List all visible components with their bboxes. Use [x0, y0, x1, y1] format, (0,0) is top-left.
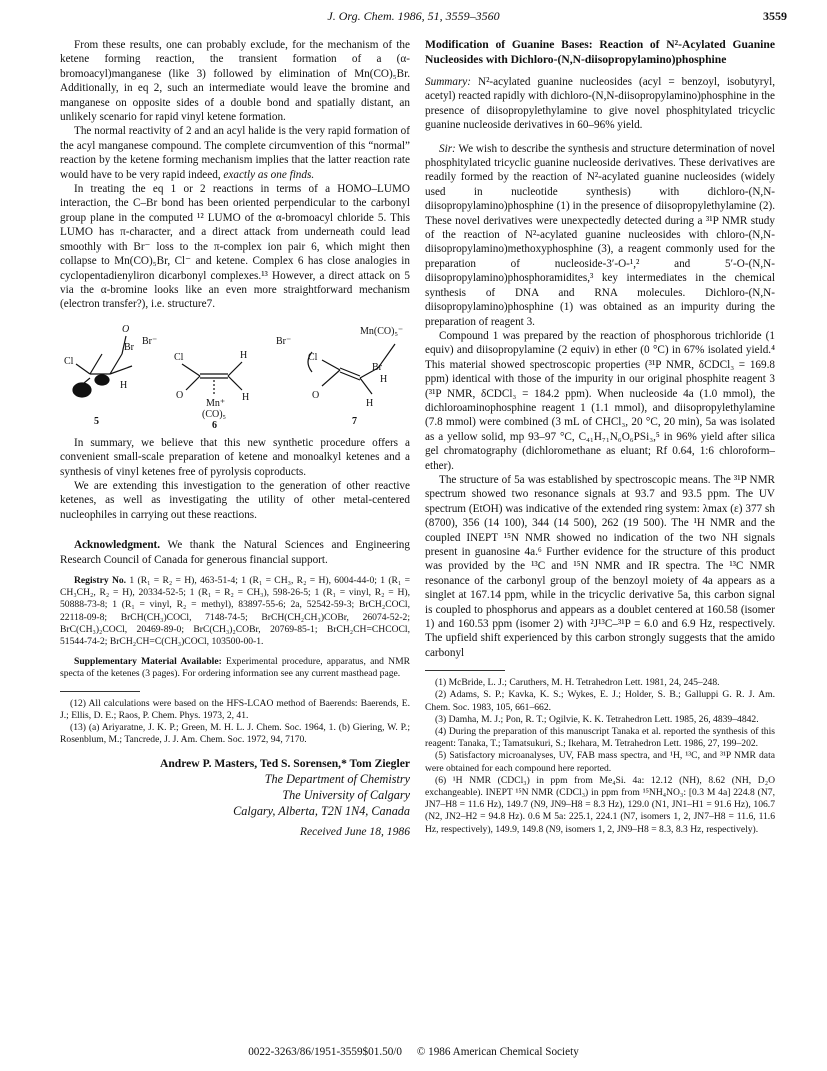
paragraph: In summary, we believe that this new synthetic procedure offers a convenient small-scale preparation of ketene and monoalkyl ketenes and a synthesis of vinyl ketenes free of pyrolysis coproducts. — [60, 436, 410, 478]
paragraph-text: We wish to describe the synthesis and structure determination of novel phosphitylated tricyclic guanine nucleoside derivatives. These derivatives are readily formed by the reaction of N²-acylated guanine nucleosides (widely used in nucleotide synthesis) with dichloro-(N,N-diisopropylamino)phosphine (1) in the presence of diisopropylethylamine (2). These novel derivatives were unexpectedly detected during a ³¹P NMR study of the reaction of N²-acylated guanine nucleosides with chloro-(N,N-diisopropylamino)methoxyphosphine (3), a reagent commonly used for the preparation of nucleoside-3′-O-¹,² and 5′-O-(N,N-diisopropylamino)phosphoramidites,³ key intermediates in the chemical synthesis of DNA and RNA molecules. Dichloro-(N,N-diisopropylamino)phosphine (1) was obtained as an impurity during the preparation of reagent 3. — [425, 142, 775, 328]
label-o: O — [176, 389, 184, 401]
article-title: Modification of Guanine Bases: Reaction of N²-Acylated Guanine Nucleosides with Dichloro-(N,N-diisopropylamino)phosphine — [425, 38, 775, 66]
compound-label-5: 5 — [94, 415, 99, 427]
ack-label: Acknowledgment. — [74, 539, 161, 552]
footnote-rule — [425, 670, 505, 671]
label-mnco5: Mn(CO)₅⁻ — [360, 325, 404, 337]
label-h: H — [240, 349, 248, 361]
supplementary-material — [60, 656, 410, 680]
registry-label: Registry No. — [74, 574, 127, 586]
label-h: H — [120, 379, 128, 391]
left-column — [60, 38, 410, 840]
label-br: Br — [372, 361, 382, 373]
running-header — [0, 9, 827, 25]
affiliation-line: Calgary, Alberta, T2N 1N4, Canada — [233, 804, 410, 819]
chemical-structures — [60, 314, 410, 432]
ack-text: We thank the Natural Sciences and Engineering Research Council of Canada for generous financial support. — [60, 539, 410, 566]
footnote: (4) During the preparation of this manuscript Tanaka et al. reported the synthesis of this reagent: Tanaka, T.; Tamatsukuri, S.; Ikehara, M. Tetrahedron Lett. 1986, 27, 199–202. — [425, 726, 775, 750]
footnotes-left — [60, 698, 410, 747]
footnote-rule — [60, 691, 140, 692]
paragraph: The structure of 5a was established by spectroscopic means. The ³¹P NMR spectrum showed two resonance signals at 93.7 and 93.5 ppm. The UV spectrum (EtOH) was indicative of the extended ring system: λmax (ε) 377 sh (8700), 356 (14 100), 344 (14 500), 262 (19 500). The ¹H NMR and the coupled INEPT ¹⁵N NMR showed no indication of the two NH signals present in guanosine 4a.⁶ Further evidence for the structure of this product was provided by the ¹³C and ¹⁵N NMR and IR spectra. The ¹³C NMR resonance of the carbonyl group of the benzoyl moiety of 4a appears as a singlet at 167.14 ppm, while in the tricyclic derivative 5a, this carbon signal is coupled to phosphorus and appears as a doublet centered at 160.58 (isomer 1) and 160.53 ppm (isomer 2) with ²J¹³C–³¹P = 6.0 and 6.9 Hz, respectively. The upfield shift experienced by this carbon strongly suggests that the amido carbonyl — [425, 473, 775, 659]
paragraph: We are extending this investigation to the generation of other reactive ketenes, as well as investigating the utility of other metal-centered nucleophiles in carrying out these reactions. — [60, 479, 410, 521]
label-br: Br — [124, 341, 134, 353]
footnotes-right — [425, 677, 775, 836]
footnote: (1) McBride, L. J.; Caruthers, M. H. Tetrahedron Lett. 1981, 24, 245–248. — [435, 677, 720, 689]
paragraph — [425, 142, 775, 329]
label-h: H — [242, 391, 250, 403]
sir-label: Sir: — [439, 142, 456, 155]
journal-citation: J. Org. Chem. 1986, 51, 3559–3560 — [327, 9, 500, 23]
footnote: (3) Damha, M. J.; Pon, R. T.; Ogilvie, K. K. Tetrahedron Lett. 1985, 26, 4839–4842. — [435, 713, 759, 725]
affiliation-line: The Department of Chemistry — [264, 772, 410, 787]
footnote: (5) Satisfactory microanalyses, UV, FAB mass spectra, and ¹H, ¹³C, and ³¹P NMR data were obtained for each compound here reported. — [425, 750, 775, 774]
label-h: H — [380, 373, 388, 385]
supp-label: Supplementary Material Available: — [74, 656, 222, 668]
registry-numbers — [60, 575, 410, 648]
label-mn: Mn⁺ — [206, 397, 226, 409]
summary-label: Summary: — [425, 76, 471, 88]
structures-figure — [60, 314, 410, 432]
authors: Andrew P. Masters, Ted S. Sorensen,* Tom Ziegler — [159, 757, 410, 771]
label-o: O — [312, 389, 320, 401]
paragraph-text: The normal reactivity of 2 and an acyl halide is the very rapid formation of the acyl manganese compound. The complete circumvention of this “normal” reaction by the ketene forming mechanism implies that the latter reaction rate would have to be very rapid indeed, — [60, 125, 410, 181]
label-o: O — [122, 323, 130, 335]
paragraph — [60, 124, 410, 182]
footnote: (12) All calculations were based on the HFS-LCAO method of Baerends: Baerends, E. J.; Ellis, D. E.; Raos, P. Chem. Phys. 1973, 2, 41. — [60, 697, 410, 721]
label-co5: (CO)₅ — [202, 408, 227, 420]
affiliation-line: The University of Calgary — [282, 788, 410, 803]
label-cl: Cl — [174, 351, 184, 363]
supp-text: Experimental procedure, apparatus, and NMR specta of the ketenes (3 pages). For ordering information see any current masthead page. — [60, 656, 410, 680]
received-date: Received June 18, 1986 — [299, 825, 410, 839]
page-footer — [0, 1046, 827, 1058]
registry-text: 1 (R₁ = R₂ = H), 463-51-4; 1 (R₁ = CH₃, R₂ = H), 6004-44-0; 1 (R₁ = CH₃CH₂, R₂ = H), 20334-52-5; 1 (R₁ = R₂ = CH₃), 598-26-5; 1 (R₁ = vinyl, R₂ = H), 50888-73-8; 1 (R₁ = vinyl, R₂ = methyl), 83897-55-6; 2a, 52542-59-3; BrCH₂COCl, 22118-09-8; BrCH(CH₃)COCl, 7148-74-5; BrCH(CH₂CH₃)COBr, 26074-52-2; BrC(CH₃)₂COCl, 20469-89-0; BrC(CH₃)₂COBr, 20769-85-1; BrCH₂CH=CHCOCl, 51544-74-2; BrCH₂CH=C(CH₃)COCl, 103500-00-1. — [60, 574, 410, 647]
summary-text: N²-acylated guanine nucleosides (acyl = benzoyl, isobutyryl, acetyl) reacted rapidly with dichloro-(N,N-diisopropylamino)phosphine in the presence of diisopropylethylamine to give novel phosphitylated tricyclic guanine nucleoside derivatives in 60–96% yield. — [425, 76, 775, 132]
label-br-ion: Br⁻ — [276, 335, 292, 347]
page-number: 3559 — [763, 9, 787, 23]
compound-label-7: 7 — [352, 415, 357, 427]
label-h: H — [366, 397, 374, 409]
summary — [425, 75, 775, 133]
footnote: (6) ¹H NMR (CDCl₃) in ppm from Me₄Si. 4a: 12.12 (NH), 8.62 (NH, D₂O exchangeable). INEPT ¹⁵N NMR (CDCl₃) in ppm from ¹⁵NH₄NO₃: [0.3 M 4a] 224.8 (N7, JN7–H8 = 11.6 Hz), 149.7 (N9, JN9–H8 = 8.3 Hz), 129.0 (N1, JN1–H1 = 91.6 Hz), 106.7 (N2, JN2–H2 = 94.8 Hz). 0.6 M 5a: 225.1, 224.1 (N7, isomers 1, 2, JN7–H8 = 11.6, 11.6 Hz, respectively), 149.9, 149.8 (N9, isomers 1, 2, JN9–H8 = 8.3, 8.3 Hz, respectively). — [425, 774, 775, 835]
label-cl: Cl — [64, 355, 74, 367]
copyright: © 1986 American Chemical Society — [416, 1046, 579, 1058]
footnote: (13) (a) Ariyaratne, J. K. P.; Green, M. H. L. J. Chem. Soc. 1964, 1. (b) Giering, W. P.; Rosenblum, M.; Tancrede, J. J. Am. Chem. Soc. 1972, 94, 7170. — [60, 722, 410, 746]
label-cl: Cl — [308, 351, 318, 363]
emphasis-text: exactly as one finds. — [223, 168, 315, 181]
paragraph: In treating the eq 1 or 2 reactions in terms of a HOMO–LUMO interaction, the C–Br bond has been oriented perpendicular to the carbonyl group plane in the computed ¹² LUMO of the α-bromoacyl chloride 5. This LUMO has π-character, and a direct attack from underneath could lead smoothly with Br⁻ loss to the π-complex ion pair 6, which might then collapse to Mn(CO)₅Br, Cl⁻ and ketene. Complex 6 has close analogies in cyclopentadienyliron dicarbonyl complexes.¹³ However, a direct attack on 5 via the α-bromine looks like an even more straightforward mechanism (electron transfer?), i.e. structure7. — [60, 183, 410, 311]
paragraph: From these results, one can probably exclude, for the mechanism of the ketene forming reaction, the transient formation of a (α-bromoacyl)manganese (like 3) followed by elimination of Mn(CO)₅Br. Additionally, in eq 2, such an intermediate would leave the bromine and manganese on opposite sides of a double bond and spatially distant, an unlikely scenario for rapid vinyl ketene formation. — [60, 39, 410, 124]
compound-label-6: 6 — [212, 419, 217, 431]
label-br-ion: Br⁻ — [142, 335, 158, 347]
right-column — [425, 38, 775, 836]
article-code: 0022-3263/86/1951-3559$01.50/0 — [248, 1046, 403, 1058]
footnote: (2) Adams, S. P.; Kavka, K. S.; Wykes, E. J.; Holder, S. B.; Galluppi G. R. J. Am. Chem. Soc. 1983, 105, 661–662. — [425, 689, 775, 713]
acknowledgment — [60, 538, 410, 567]
paragraph: Compound 1 was prepared by the reaction of phosphorous trichloride (1 equiv) and diisopropylamine (2 equiv) in ether (0 °C) in 67% isolated yield.⁴ This material showed spectroscopic properties (³¹P NMR, δCDCl₃ = 169.8 ppm) identical with those of the impurity in our original phosphite reagent 3 (³¹P NMR, δCDCl₃ = 184.2 ppm). When nucleoside 4a (1.0 mmol), the dichloroaminophosphine reagent 1 (1.1 mmol), and diisopropylethylamine (7.8 mmol) were combined (3 mL of CHCl₃, 20 °C, 20 min), 5a was isolated as a yellow solid, mp 93–97 °C, C₄₁H₇₁N₆O₆PSi₃,⁵ in 96% yield after silica gel chromatography (dichloromethane as eluant; Rf 0.64, 1:6 chloroform–ether). — [425, 329, 775, 472]
